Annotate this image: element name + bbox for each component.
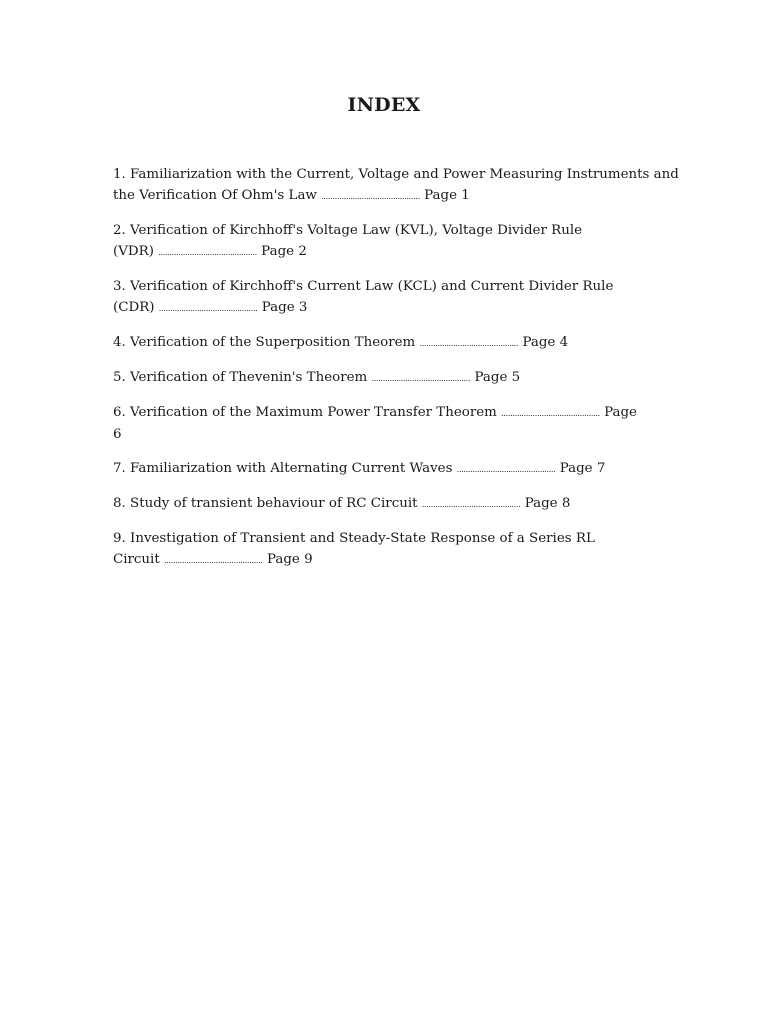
index-entry-line	[113, 276, 661, 297]
page-number: Page 4	[522, 335, 569, 350]
index-entry-line	[113, 185, 661, 207]
index-entry-line	[113, 241, 661, 263]
entry-text: (VDR)	[113, 244, 154, 259]
index-entry	[113, 164, 679, 207]
entry-text: 6	[113, 427, 122, 442]
index-list	[113, 164, 679, 584]
entry-text: the Verification Of Ohm's Law	[113, 188, 317, 203]
index-entry	[113, 528, 661, 571]
dot-leader: ............................................	[158, 248, 257, 257]
page-number: Page 5	[474, 370, 521, 385]
entry-text: 8. Study of transient behaviour of RC Circuit	[113, 496, 418, 511]
entry-text: 5. Verification of Thevenin's Theorem	[113, 370, 368, 385]
page-number: Page 3	[261, 300, 308, 315]
dot-leader: ............................................	[371, 374, 471, 383]
page-number: Page 1	[424, 188, 470, 203]
dot-leader: ............................................	[421, 500, 521, 509]
index-entry-line	[113, 297, 661, 319]
index-entry-line	[113, 549, 661, 571]
entry-text: Circuit	[113, 552, 160, 567]
index-entry-line	[113, 458, 661, 480]
index-entry	[113, 332, 661, 354]
page-number: Page 9	[266, 552, 313, 567]
entry-text: 9. Investigation of Transient and Steady-State Response of a Series RL	[113, 531, 595, 546]
index-entry	[113, 220, 661, 263]
dot-leader: ............................................	[321, 192, 420, 201]
entry-text: 4. Verification of the Superposition Theorem	[113, 335, 416, 350]
index-entry	[113, 493, 661, 515]
entry-text: 1. Familiarization with the Current, Voltage and Power Measuring Instruments and	[113, 167, 679, 182]
index-title: INDEX	[347, 94, 421, 116]
entry-text: (CDR)	[113, 300, 155, 315]
index-entry-line	[113, 528, 661, 549]
index-entry-line	[113, 220, 661, 241]
index-entry	[113, 276, 661, 319]
dot-leader: ............................................	[501, 409, 600, 418]
entry-text: 7. Familiarization with Alternating Current Waves	[113, 461, 453, 476]
page-number: Page	[604, 405, 637, 420]
index-entry-line	[113, 424, 661, 445]
index-entry	[113, 367, 661, 389]
dot-leader: ............................................	[163, 556, 263, 565]
page-number: Page 2	[261, 244, 307, 259]
index-entry-line	[113, 164, 679, 185]
index-entry-line	[113, 332, 661, 354]
entry-text: 6. Verification of the Maximum Power Transfer Theorem	[113, 405, 497, 420]
index-entry-line	[113, 402, 661, 424]
entry-text: 2. Verification of Kirchhoff's Voltage Law (KVL), Voltage Divider Rule	[113, 223, 583, 238]
index-entry	[113, 402, 661, 445]
entry-text: 3. Verification of Kirchhoff's Current Law (KCL) and Current Divider Rule	[113, 279, 614, 294]
index-entry-line	[113, 493, 661, 515]
dot-leader: ............................................	[158, 304, 258, 313]
index-entry-line	[113, 367, 661, 389]
index-entry	[113, 458, 661, 480]
page-number: Page 8	[524, 496, 571, 511]
dot-leader: ............................................	[456, 465, 556, 474]
page-number: Page 7	[559, 461, 606, 476]
dot-leader: ............................................	[419, 339, 519, 348]
